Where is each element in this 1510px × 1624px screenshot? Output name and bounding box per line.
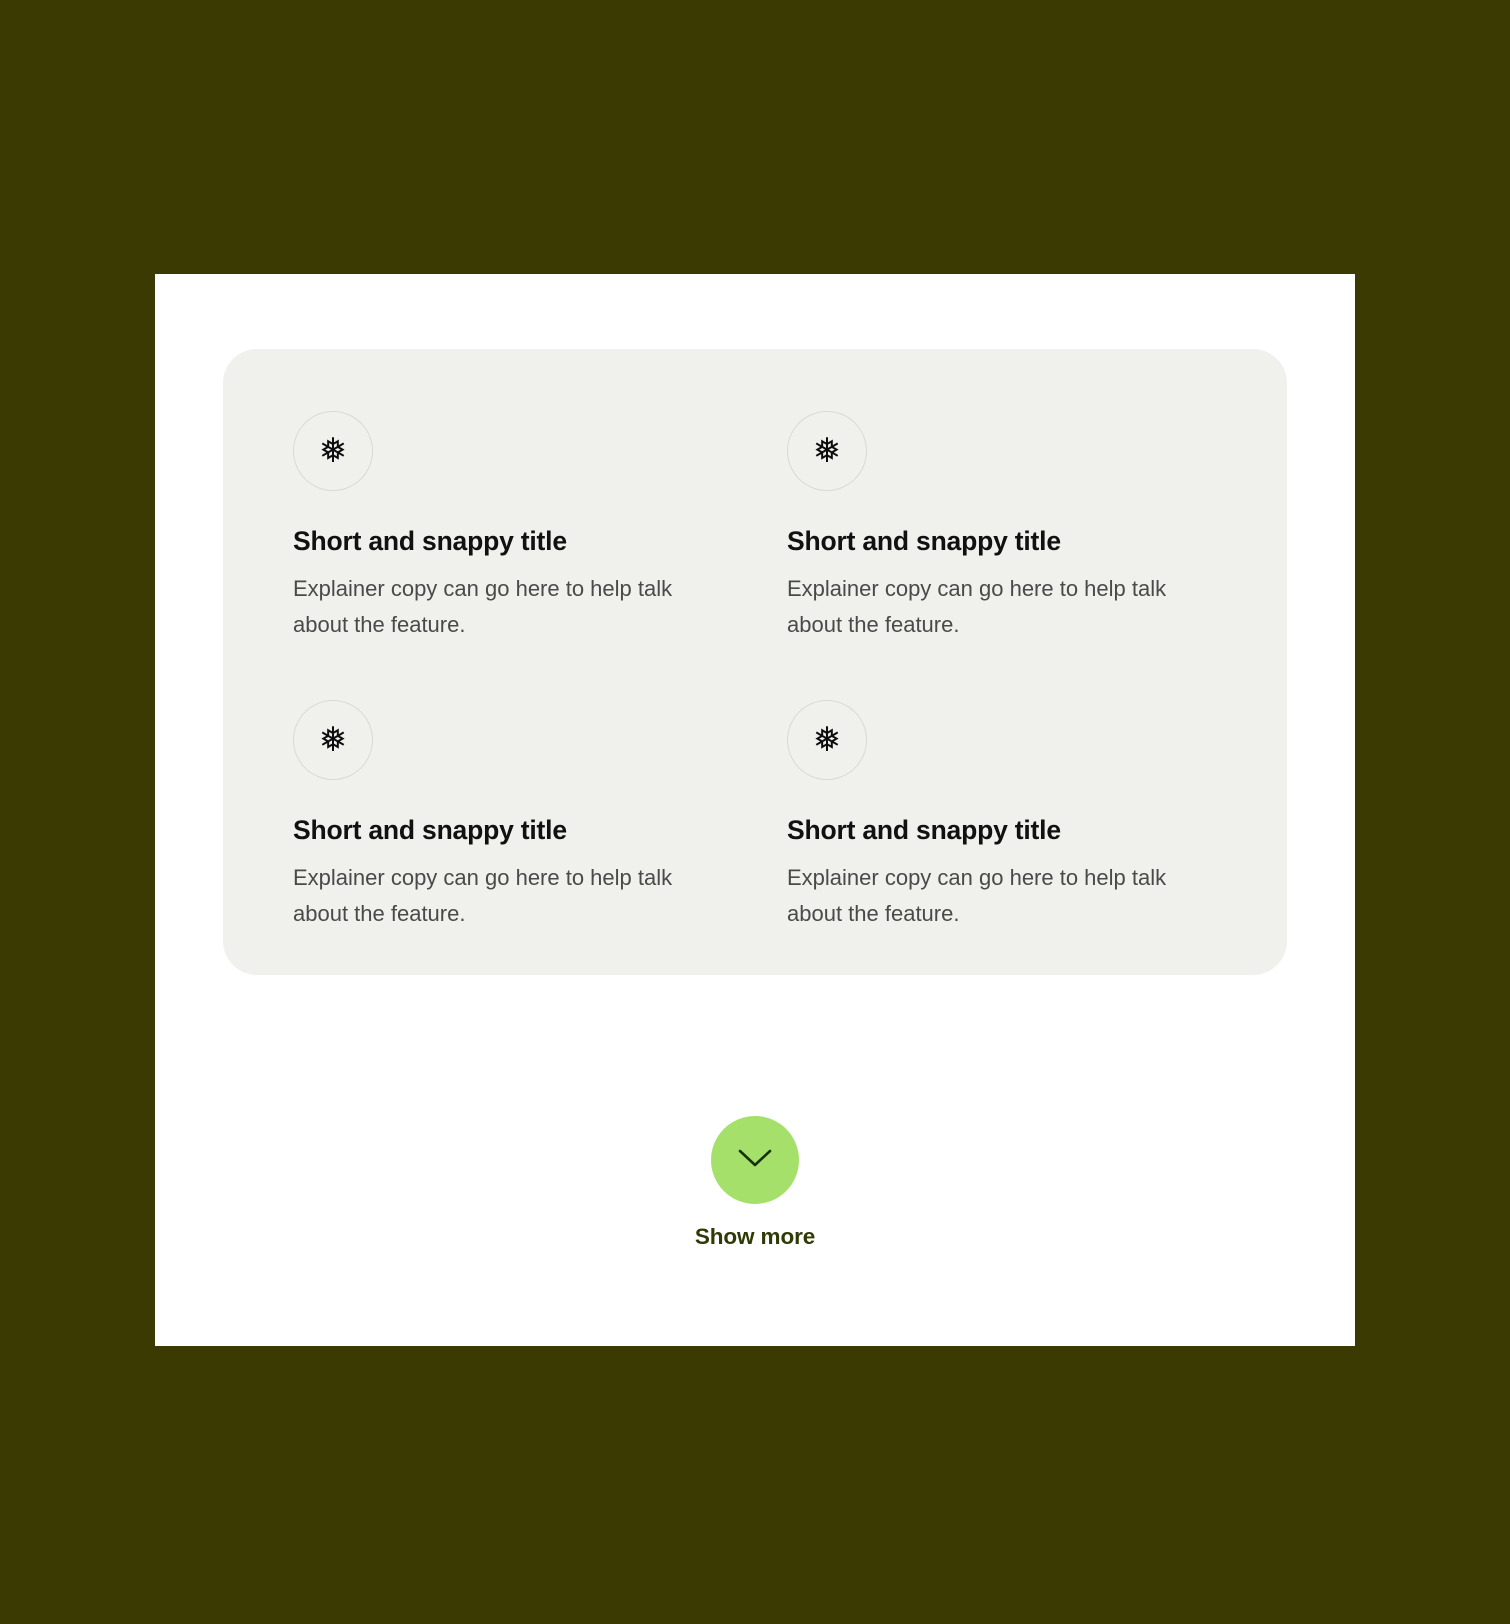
show-more-label: Show more xyxy=(694,1224,816,1249)
chevron-down-icon xyxy=(738,1149,772,1172)
snowflake-icon xyxy=(787,411,867,491)
features-card xyxy=(223,349,1287,975)
feature-title: Short and snappy title xyxy=(787,815,1061,846)
feature-title: Short and snappy title xyxy=(293,815,567,846)
snowflake-icon xyxy=(787,700,867,780)
features-grid xyxy=(293,411,1217,932)
snowflake-glyph: ❅ xyxy=(812,432,842,470)
feature-title: Short and snappy title xyxy=(787,526,1061,556)
feature-item xyxy=(293,700,693,931)
snowflake-icon xyxy=(293,700,373,780)
feature-copy: Explainer copy can go here to help talk about the feature. xyxy=(293,865,673,926)
feature-title: Short and snappy title xyxy=(293,526,567,556)
show-more-button[interactable] xyxy=(711,1116,799,1204)
snowflake-glyph: ❅ xyxy=(812,721,842,760)
feature-item xyxy=(787,700,1187,931)
snowflake-glyph: ❅ xyxy=(318,432,348,470)
feature-copy: Explainer copy can go here to help talk about the feature. xyxy=(787,576,1167,637)
snowflake-icon xyxy=(293,411,373,491)
feature-copy: Explainer copy can go here to help talk about the feature. xyxy=(787,865,1167,926)
feature-item xyxy=(293,411,693,642)
show-more-section xyxy=(155,1116,1355,1250)
feature-item xyxy=(787,411,1187,642)
content-panel xyxy=(155,274,1355,1346)
snowflake-glyph: ❅ xyxy=(318,721,348,760)
feature-copy: Explainer copy can go here to help talk about the feature. xyxy=(293,576,673,637)
